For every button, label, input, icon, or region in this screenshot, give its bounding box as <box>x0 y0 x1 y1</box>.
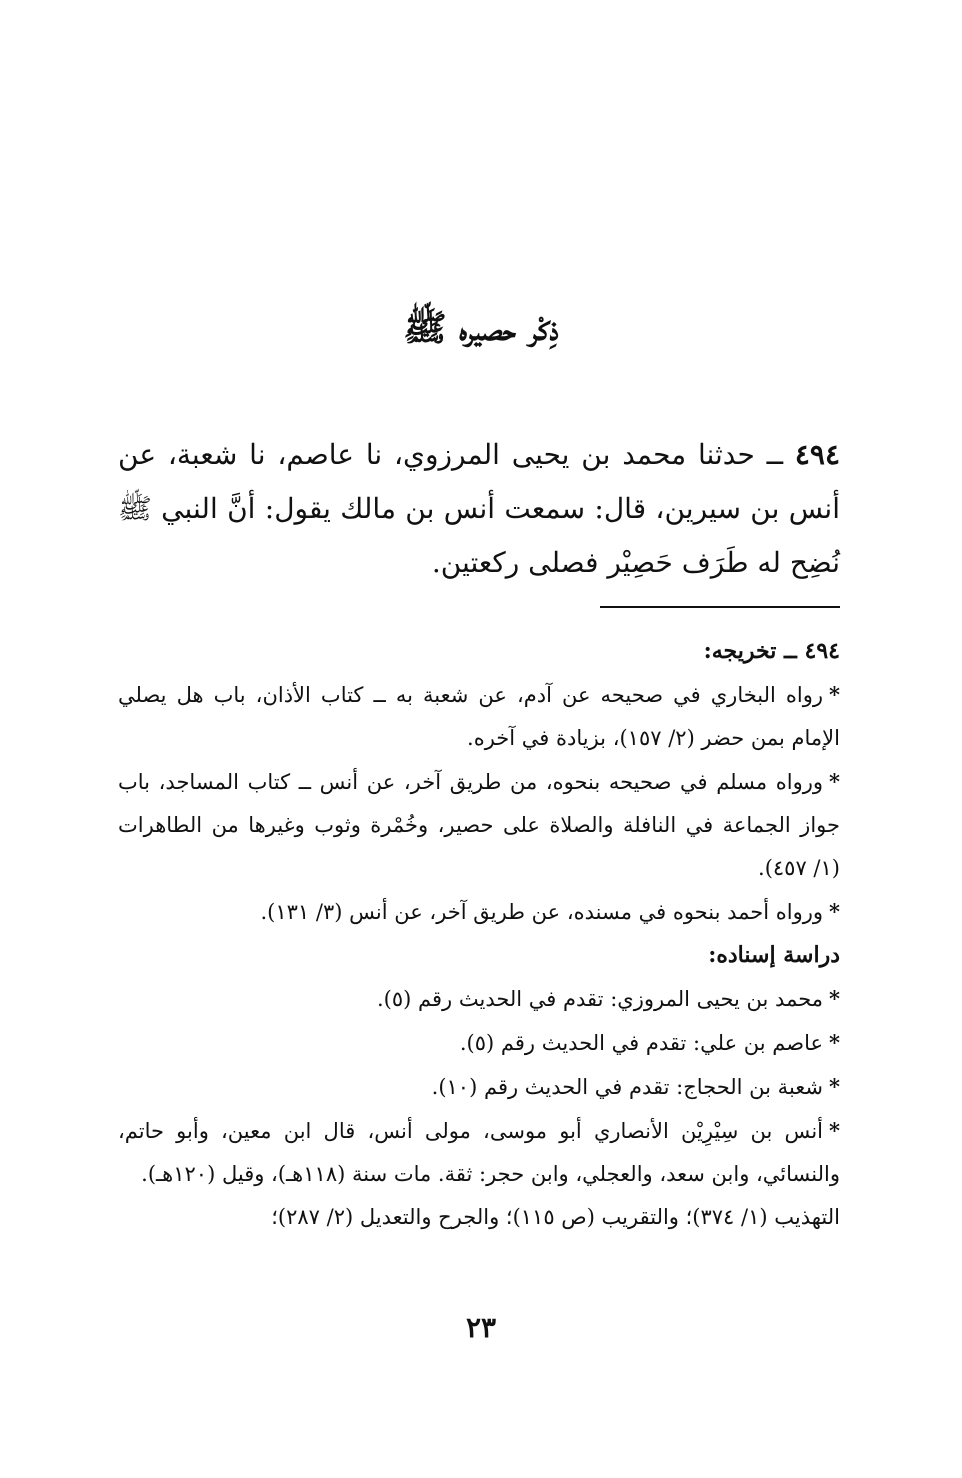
references-line: التهذيب (١/ ٣٧٤)؛ والتقريب (ص ١١٥)؛ والجرح والتعديل (٢/ ٢٨٧)؛ <box>271 1205 840 1229</box>
bullet-star-icon: * <box>829 899 840 924</box>
dirasa-heading: دراسة إسناده: <box>708 942 840 968</box>
hadith-number: ٤٩٤ <box>794 438 840 471</box>
takhrij-item: *ورواه أحمد بنحوه في مسنده، عن طريق آخر، عن أنس (٣/ ١٣١). <box>260 899 840 924</box>
bullet-star-icon: * <box>829 1074 840 1099</box>
takhrij-item: *ورواه مسلم في صحيحه بنحوه، من طريق آخر، عن أنس ــ كتاب المساجد، باب جواز الجماعة في النافلة والصلاة على حصير، وخُمْرة وثوب وغيرها من الطاهرات (١/ ٤٥٧). <box>118 769 840 880</box>
hadith-block <box>118 428 840 590</box>
bullet-star-icon: * <box>829 1118 840 1143</box>
footnote-divider <box>600 606 840 608</box>
takhrij-item: *رواه البخاري في صحيحه عن آدم، عن شعبة به ــ كتاب الأذان، باب هل يصلي الإمام بمن حضر (٢/ ١٥٧)، بزيادة في آخره. <box>118 682 840 750</box>
page-number: ٢٣ <box>465 1311 497 1344</box>
hadith-text: ــ حدثنا محمد بن يحيى المرزوي، نا عاصم، نا شعبة، عن أنس بن سيرين، قال: سمعت أنس بن مالك يقول: أنَّ النبي ﷺ نُضِح له طَرَف حَصِيْر فصلى ركعتين. <box>118 438 840 579</box>
takhrij-heading: ٤٩٤ ــ تخريجه: <box>703 638 840 664</box>
dirasa-item: *محمد بن يحيى المروزي: تقدم في الحديث رقم (٥). <box>377 986 840 1011</box>
dirasa-item: *عاصم بن علي: تقدم في الحديث رقم (٥). <box>459 1030 840 1055</box>
bullet-star-icon: * <box>829 1030 840 1055</box>
bullet-star-icon: * <box>829 682 840 707</box>
dirasa-item: *شعبة بن الحجاج: تقدم في الحديث رقم (١٠). <box>431 1074 840 1099</box>
bullet-star-icon: * <box>829 986 840 1011</box>
bullet-star-icon: * <box>829 769 840 794</box>
dirasa-item: *أنس بن سِيْرِيْن الأنصاري أبو موسى، مولى أنس، قال ابن معين، وأبو حاتم، والنسائي، وابن سعد، والعجلي، وابن حجر: ثقة. مات سنة (١١٨هـ)، وقيل (١٢٠هـ). <box>118 1118 840 1186</box>
footnotes <box>118 630 840 1239</box>
chapter-title: ذِكْر حصيره ﷺ <box>403 307 559 349</box>
